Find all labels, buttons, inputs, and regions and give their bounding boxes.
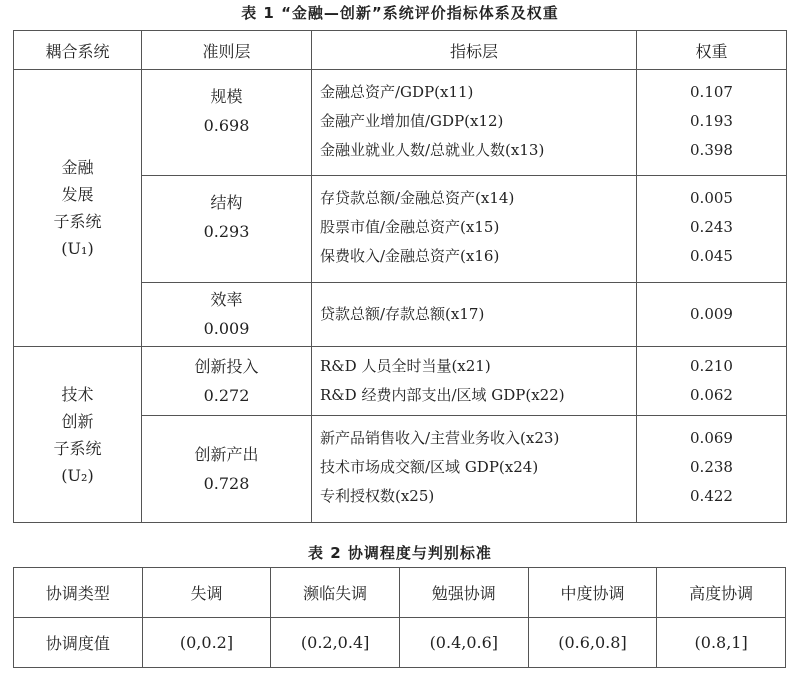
- criterion-structure: [142, 176, 312, 283]
- weight-cell: [637, 347, 787, 416]
- system-innovation: [14, 347, 142, 523]
- indicator-cell: [312, 416, 637, 523]
- criterion-name: 效率: [210, 290, 243, 309]
- indicator-label: 金融产业增加值/GDP(x12): [320, 112, 504, 130]
- row-header-value: 协调度值: [14, 618, 143, 668]
- indicator-label: 金融业就业人数/总就业人数(x13): [320, 141, 545, 159]
- coordination-criteria-table: [13, 567, 786, 668]
- indicator-cell: [312, 70, 637, 176]
- indicator-label: 新产品销售收入/主营业务收入(x23): [320, 429, 560, 447]
- system-name-line: 金融: [61, 158, 94, 177]
- range-cell: (0,0.2]: [142, 618, 271, 668]
- header-weight: 权重: [637, 31, 787, 70]
- criterion-weight: 0.272: [203, 386, 250, 405]
- header-coupled-system: 耦合系统: [14, 31, 142, 70]
- indicator-cell: [312, 176, 637, 283]
- weight-cell: [637, 283, 787, 347]
- indicator-weight-table: [13, 30, 787, 523]
- type-cell: 中度协调: [528, 568, 657, 618]
- header-indicator-layer: 指标层: [312, 31, 637, 70]
- table-row: [14, 347, 787, 416]
- system-finance: [14, 70, 142, 347]
- criterion-name: 创新投入: [194, 357, 259, 376]
- criterion-name: 结构: [210, 193, 243, 212]
- indicator-label: 贷款总额/存款总额(x17): [320, 305, 485, 323]
- indicator-weight: 0.069: [690, 429, 733, 447]
- system-name-line: 子系统: [53, 212, 102, 231]
- indicator-weight: 0.193: [690, 112, 733, 130]
- table1-header-row: [14, 31, 787, 70]
- range-cell: (0.8,1]: [657, 618, 786, 668]
- criterion-name: 规模: [210, 87, 243, 106]
- criterion-weight: 0.728: [203, 474, 250, 493]
- weight-cell: [637, 70, 787, 176]
- table1-caption: 表 1 “金融—创新”系统评价指标体系及权重: [241, 4, 559, 22]
- criterion-weight: 0.293: [203, 222, 250, 241]
- type-cell: 濒临失调: [271, 568, 400, 618]
- system-name-line: (U₁): [61, 239, 94, 258]
- indicator-weight: 0.045: [690, 247, 733, 265]
- indicator-label: R&D 经费内部支出/区域 GDP(x22): [320, 386, 565, 404]
- indicator-label: 保费收入/金融总资产(x16): [320, 247, 500, 265]
- criterion-innovation-output: [142, 416, 312, 523]
- criterion-efficiency: [142, 283, 312, 347]
- range-cell: (0.6,0.8]: [528, 618, 657, 668]
- indicator-weight: 0.238: [690, 458, 733, 476]
- criterion-weight: 0.698: [203, 116, 250, 135]
- table-row: [14, 70, 787, 176]
- indicator-weight: 0.422: [690, 487, 733, 505]
- range-cell: (0.4,0.6]: [399, 618, 528, 668]
- system-name-line: (U₂): [61, 465, 94, 485]
- criterion-weight: 0.009: [203, 319, 250, 338]
- table-row: [14, 618, 786, 668]
- type-cell: 高度协调: [657, 568, 786, 618]
- header-criteria-layer: 准则层: [142, 31, 312, 70]
- system-name-line: 创新: [61, 411, 94, 431]
- table2-caption: 表 2 协调程度与判别标准: [308, 544, 492, 562]
- indicator-weight: 0.243: [690, 218, 733, 236]
- indicator-cell: [312, 347, 637, 416]
- system-name-line: 子系统: [53, 438, 102, 458]
- criterion-scale: [142, 70, 312, 176]
- indicator-label: 股票市值/金融总资产(x15): [320, 218, 500, 236]
- indicator-label: 技术市场成交额/区域 GDP(x24): [320, 458, 539, 476]
- indicator-label: 存贷款总额/金融总资产(x14): [320, 189, 515, 207]
- criterion-innovation-input: [142, 347, 312, 416]
- criterion-name: 创新产出: [194, 445, 259, 464]
- type-cell: 勉强协调: [399, 568, 528, 618]
- table-row: [14, 568, 786, 618]
- system-name-line: 技术: [61, 384, 94, 404]
- weight-cell: [637, 416, 787, 523]
- type-cell: 失调: [142, 568, 271, 618]
- indicator-label: R&D 人员全时当量(x21): [320, 357, 491, 375]
- weight-cell: [637, 176, 787, 283]
- indicator-weight: 0.398: [690, 141, 733, 159]
- range-cell: (0.2,0.4]: [271, 618, 400, 668]
- indicator-label: 专利授权数(x25): [320, 487, 435, 505]
- indicator-weight: 0.210: [690, 357, 733, 375]
- indicator-weight: 0.009: [690, 305, 733, 323]
- indicator-weight: 0.005: [690, 189, 733, 207]
- row-header-type: 协调类型: [14, 568, 143, 618]
- indicator-weight: 0.107: [690, 83, 733, 101]
- indicator-weight: 0.062: [690, 386, 733, 404]
- indicator-label: 金融总资产/GDP(x11): [320, 83, 474, 101]
- indicator-cell: [312, 283, 637, 347]
- system-name-line: 发展: [61, 185, 94, 204]
